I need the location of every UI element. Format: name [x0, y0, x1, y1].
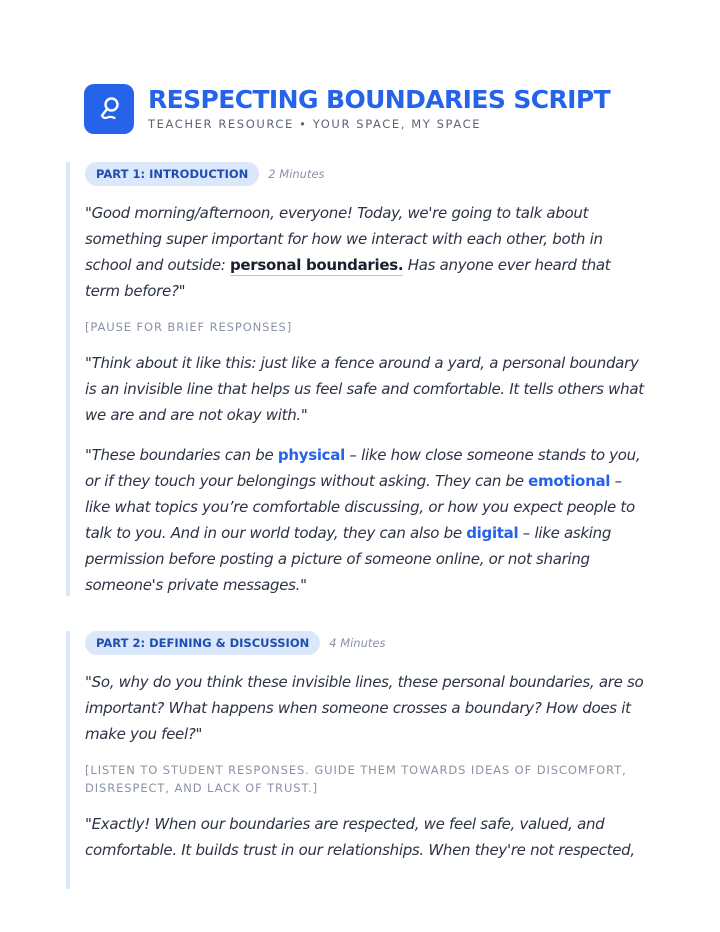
term-digital: digital — [466, 524, 519, 542]
term-emotional: emotional — [528, 472, 611, 490]
part-1-label: PART 1: INTRODUCTION — [85, 162, 259, 186]
page-subtitle: TEACHER RESOURCE • YOUR SPACE, MY SPACE — [148, 117, 482, 131]
section-part-1 — [66, 162, 646, 596]
part-1-p3-text-c: – like what topics you’re comfortable discussing, or how you expect people to talk to you. And in our world today, they can also be — [85, 472, 635, 542]
part-2-label: PART 2: DEFINING & DISCUSSION — [85, 631, 320, 655]
page-title: RESPECTING BOUNDARIES SCRIPT — [148, 85, 611, 114]
part-1-p3-text-a: "These boundaries can be — [85, 446, 278, 464]
part-1-note: [PAUSE FOR BRIEF RESPONSES] — [85, 320, 293, 334]
part-2-paragraph-2: "Exactly! When our boundaries are respected, we feel safe, valued, and comfortable. It builds trust in our relationships. When they're not respected, — [85, 815, 635, 859]
part-2-note: [LISTEN TO STUDENT RESPONSES. GUIDE THEM TOWARDS IDEAS OF DISCOMFORT, DISRESPECT, AND LACK OF TRUST.] — [85, 763, 627, 795]
header — [84, 84, 610, 134]
part-1-paragraph-2: "Think about it like this: just like a fence around a yard, a personal boundary is an invisible line that helps us feel safe and comfortable. It tells others what we are and are not okay with." — [85, 354, 644, 424]
part-1-paragraph-1 — [85, 200, 646, 304]
part-1-header — [85, 162, 646, 186]
part-1-p3-text-b: – like how close someone stands to you, or if they touch your belongings without asking. They can be — [85, 446, 641, 490]
logo-badge — [84, 84, 134, 134]
part-1-p1-text-b: Has anyone ever heard that term before?" — [85, 256, 611, 300]
part-1-paragraph-3 — [85, 442, 646, 598]
part-2-paragraph-1: "So, why do you think these invisible lines, these personal boundaries, are so important? What happens when someone crosses a boundary? How does it make you feel?" — [85, 673, 644, 743]
section-part-2 — [66, 631, 646, 889]
part-1-p3-text-d: – like asking permission before posting a picture of someone online, or not sharing someone's private messages." — [85, 524, 612, 594]
microphone-icon — [94, 94, 124, 124]
part-2-header — [85, 631, 646, 655]
term-personal-boundaries: personal boundaries. — [229, 256, 404, 274]
header-text — [148, 84, 610, 132]
part-2-duration: 4 Minutes — [329, 636, 386, 650]
part-1-p1-text-a: "Good morning/afternoon, everyone! Today, we're going to talk about something super important for how we interact with each other, both in school and outside: — [85, 204, 603, 274]
term-physical: physical — [277, 446, 345, 464]
part-1-duration: 2 Minutes — [268, 167, 325, 181]
